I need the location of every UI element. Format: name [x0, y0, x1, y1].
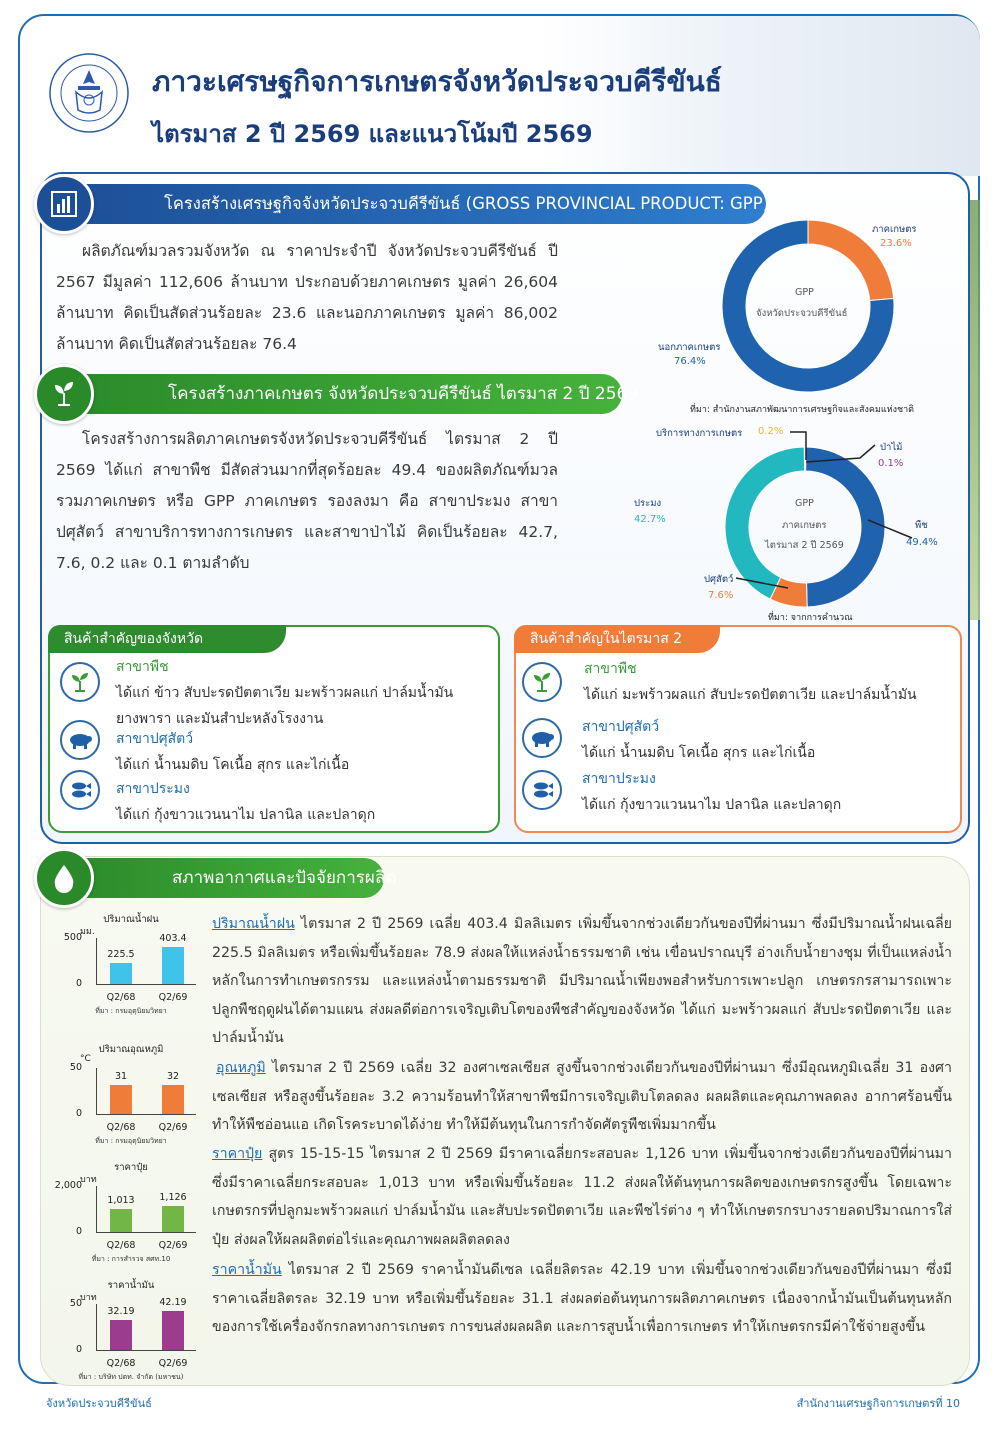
quarter-sprout-icon	[522, 662, 562, 702]
mini-chart-value-label: 42.19	[159, 1297, 187, 1309]
gpp-slice-pct-nonagri: 76.4%	[674, 356, 706, 367]
mini-chart-value-label: 225.5	[107, 949, 135, 961]
agri-section-header	[62, 374, 639, 414]
province-products-tab: สินค้าสำคัญของจังหวัด	[48, 625, 286, 653]
mini-chart-source: ที่มา : กรมอุตุนิยมวิทยา	[95, 1007, 167, 1015]
mini-chart-unit: มม.	[80, 927, 95, 937]
mini-chart-value-label: 32.19	[107, 1306, 135, 1318]
mini-chart-bar	[110, 1085, 132, 1114]
mini-chart-category: Q2/69	[158, 1122, 188, 1133]
mini-chart-y-axis	[96, 938, 97, 984]
temperature-keyword: อุณหภูมิ	[216, 1060, 266, 1076]
page-subtitle: ไตรมาส 2 ปี 2569 และแนวโน้มปี 2569	[152, 120, 593, 148]
fertilizer-paragraph: ราคาปุ๋ย สูตร 15-15-15 ไตรมาส 2 ปี 2569 มีราคาเฉลี่ยกระสอบละ 1,126 บาท เพิ่มขึ้นจากช่วงเดียวกันของปีที่ผ่านมา ซึ่งมีราคาเฉลี่ยกระสอบละ 1,013 บาท หรือเพิ่มขึ้นร้อยละ 11.2 ส่งผลให้ต้นทุนการผลิตของเกษตรกรสูงขึ้น โดยเฉพาะเกษตรกรที่ปลูกมะพร้าวผลแก่ ปาล์มน้ำมัน และสับปะรดปัตตาเวีย และพืชไร่ต่าง ๆ ทำให้เกษตรกรบางรายลดปริมาณการใส่ปุ๋ย ส่งผลให้ผลผลิตต่อไร่และคุณภาพผลผลิตลดลง	[212, 1146, 952, 1248]
mini-chart-x-axis	[96, 984, 196, 985]
gpp-section-header	[62, 184, 770, 224]
quarter-fishery-items: ได้แก่ กุ้งขาวแวนนาไม ปลานิล และปลาดุก	[582, 797, 842, 813]
mini-chart-tick-max: 500	[63, 932, 82, 943]
gpp-center-line1: GPP	[795, 287, 814, 298]
mini-chart-bar	[162, 1206, 184, 1232]
province-fishery-items: ได้แก่ กุ้งขาวแวนนาไม ปลานิล และปลาดุก	[116, 807, 376, 823]
agri-label-fishery: ประมง	[634, 498, 662, 509]
province-cat-livestock: สาขาปศุสัตว์	[116, 731, 194, 747]
rainfall-paragraph: ปริมาณน้ำฝน ไตรมาส 2 ปี 2569 เฉลี่ย 403.4 มิลลิเมตร เพิ่มขึ้นจากช่วงเดียวกันของปีที่ผ่านมา ซึ่งมีปริมาณน้ำฝนเฉลี่ย 225.5 มิลลิเมตร หรือเพิ่มขึ้นร้อยละ 78.9 ส่งผลให้แหล่งน้ำธรรมชาติ เช่น เขื่อนปราณบุรี อ่างเก็บน้ำยางชุม ที่เป็นแหล่งน้ำหลักในการทำเกษตรกรรม และแหล่งน้ำตามธรรมชาติ มีปริมาณน้ำเพียงพอสำหรับการเพาะปลูก เกษตรกรสามารถเพาะปลูกพืชฤดูฝนได้ตามแผน ส่งผลดีต่อการเจริญเติบโตของพืชสำคัญของจังหวัด ได้แก่ มะพร้าวผลแก่ สับปะรดปัตตาเวีย และปาล์มน้ำมัน	[212, 916, 952, 1047]
mini-chart-bar	[110, 1320, 132, 1350]
quarter-pig-icon	[522, 718, 562, 758]
province-cat-fishery: สาขาประมง	[116, 781, 190, 797]
agri-center-line1: GPP	[795, 498, 814, 509]
bar-chart-icon	[34, 174, 94, 234]
mini-chart-value-label: 32	[166, 1070, 180, 1082]
mini-chart-tick-min: 0	[75, 1108, 82, 1119]
gpp-paragraph: ผลิตภัณฑ์มวลรวมจังหวัด ณ ราคาประจำปี จังหวัดประจวบคีรีขันธ์ ปี 2567 มีมูลค่า 112,606 ล้านบาท ประกอบด้วยภาคเกษตร มูลค่า 26,604 ล้านบาท คิดเป็นสัดส่วนร้อยละ 23.6 และนอกภาคเกษตร มูลค่า 86,002 ล้านบาท คิดเป็นสัดส่วนร้อยละ 76.4	[56, 242, 558, 353]
mini-chart-title: ปริมาณน้ำฝน	[103, 914, 159, 925]
agri-label-plant: พืช	[915, 520, 928, 531]
agri-section-title: โครงสร้างภาคเกษตร จังหวัดประจวบคีรีขันธ์ ไตรมาส 2 ปี 2569	[168, 384, 639, 404]
agri-leader-lines	[620, 420, 920, 620]
mini-chart-source: ที่มา : บริษัท ปตท. จำกัด (มหาชน)	[78, 1373, 184, 1381]
mini-chart-x-axis	[96, 1350, 196, 1351]
sprout-icon	[34, 364, 94, 424]
quarter-plant-items: ได้แก่ มะพร้าวผลแก่ สับปะรดปัตตาเวีย และปาล์มน้ำมัน	[584, 687, 917, 703]
mini-chart-bar	[110, 963, 132, 984]
mini-chart-category: Q2/68	[106, 1358, 136, 1369]
mini-chart-1	[56, 1042, 206, 1145]
agri-label-service: บริการทางการเกษตร	[656, 428, 743, 439]
province-sprout-icon	[60, 662, 100, 702]
gpp-section-title: โครงสร้างเศรษฐกิจจังหวัดประจวบคีรีขันธ์ (GROSS PROVINCIAL PRODUCT: GPP)	[164, 194, 770, 213]
fertilizer-keyword: ราคาปุ๋ย	[212, 1146, 263, 1162]
agri-pct-fishery: 42.7%	[634, 514, 666, 525]
province-cat-plant: สาขาพืช	[116, 659, 169, 675]
agri-pct-service: 0.2%	[758, 426, 784, 437]
mini-chart-category: Q2/68	[106, 1240, 136, 1251]
rainfall-keyword: ปริมาณน้ำฝน	[212, 916, 295, 932]
mini-chart-bar	[162, 947, 184, 984]
mini-chart-unit: บาท	[80, 1175, 97, 1185]
page-title: ภาวะเศรษฐกิจการเกษตรจังหวัดประจวบคีรีขันธ์	[152, 65, 722, 98]
mini-chart-x-axis	[96, 1232, 196, 1233]
mini-chart-bar	[162, 1085, 184, 1114]
mini-chart-category: Q2/68	[106, 992, 136, 1003]
agri-pct-plant: 49.4%	[906, 537, 938, 548]
mini-chart-title: ราคาน้ำมัน	[107, 1280, 155, 1291]
province-plant-items1: ได้แก่ ข้าว สับปะรดปัตตาเวีย มะพร้าวผลแก่ ปาล์มน้ำมัน	[116, 685, 454, 701]
agri-label-forest: ป่าไม้	[880, 442, 903, 453]
mini-chart-x-axis	[96, 1114, 196, 1115]
seal-logo	[48, 52, 130, 134]
mini-chart-y-axis	[96, 1186, 97, 1232]
province-fish-icon	[60, 770, 100, 810]
mini-chart-category: Q2/68	[106, 1122, 136, 1133]
mini-chart-0	[56, 912, 206, 1015]
mini-chart-y-axis	[96, 1304, 97, 1350]
gpp-source: ที่มา: สำนักงานสภาพัฒนาการเศรษฐกิจและสังคมแห่งชาติ	[690, 405, 915, 415]
agri-label-livestock: ปศุสัตว์	[704, 574, 734, 585]
agri-pct-livestock: 7.6%	[708, 590, 734, 601]
mini-chart-2	[54, 1160, 206, 1263]
mini-chart-value-label: 403.4	[159, 932, 187, 944]
mini-chart-value-label: 1,013	[107, 1194, 135, 1206]
gpp-slice-pct-agri: 23.6%	[880, 238, 912, 249]
mini-chart-bar	[162, 1311, 184, 1350]
mini-chart-3	[56, 1278, 206, 1381]
footer-office: สำนักงานเศรษฐกิจการเกษตรที่ 10	[796, 1397, 960, 1410]
quarter-products-tab: สินค้าสำคัญในไตรมาส 2	[514, 625, 720, 653]
temperature-paragraph: อุณหภูมิ ไตรมาส 2 ปี 2569 เฉลี่ย 32 องศาเซลเซียส สูงขึ้นจากช่วงเดียวกันของปีที่ผ่านมา ซึ่งมีอุณหภูมิเฉลี่ย 31 องศาเซลเซียส หรือสูงขึ้นร้อยละ 3.2 ความร้อนทำให้สาขาพืชมีการเจริญเติบโตลดลง ผลผลิตและคุณภาพลดลง อากาศร้อนขึ้นทำให้พืชอ่อนแอ เกิดโรคระบาดได้ง่าย ทำให้มีต้นทุนในการกำจัดศัตรูพืชเพิ่มมากขึ้น	[212, 1060, 952, 1134]
gpp-slice-label-agri: ภาคเกษตร	[872, 224, 917, 235]
water-drop-icon	[34, 848, 94, 908]
agri-paragraph: โครงสร้างการผลิตภาคเกษตรจังหวัดประจวบคีรีขันธ์ ไตรมาส 2 ปี 2569 ได้แก่ สาขาพืช มีสัดส่วนมากที่สุดร้อยละ 49.4 ของผลิตภัณฑ์มวลรวมภาคเกษตร หรือ GPP ภาคเกษตร รองลงมา คือ สาขาประมง สาขาปศุสัตว์ สาขาบริการทางการเกษตร และสาขาป่าไม้ คิดเป็นร้อยละ 42.7, 7.6, 0.2 และ 0.1 ตามลำดับ	[56, 430, 558, 572]
mini-chart-category: Q2/69	[158, 1358, 188, 1369]
mini-chart-unit: °C	[80, 1054, 91, 1064]
mini-chart-category: Q2/69	[158, 992, 188, 1003]
mini-chart-value-label: 1,126	[159, 1192, 187, 1204]
mini-chart-source: ที่มา : การสำรวจ สศท.10	[91, 1255, 171, 1263]
province-livestock-items: ได้แก่ น้ำนมดิบ โคเนื้อ สุกร และไก่เนื้อ	[116, 757, 350, 773]
mini-chart-source: ที่มา : กรมอุตุนิยมวิทยา	[95, 1137, 167, 1145]
gpp-center-line2: จังหวัดประจวบคีรีขันธ์	[756, 308, 848, 319]
mini-chart-tick-min: 0	[75, 1226, 82, 1237]
weather-section-header	[62, 858, 397, 898]
mini-chart-tick-max: 50	[69, 1298, 82, 1309]
mini-chart-value-label: 31	[114, 1071, 128, 1083]
mini-chart-y-axis	[96, 1068, 97, 1114]
mini-chart-bar	[110, 1209, 132, 1232]
fuel-keyword: ราคาน้ำมัน	[212, 1262, 282, 1278]
mini-chart-tick-min: 0	[75, 1344, 82, 1355]
footer-province: จังหวัดประจวบคีรีขันธ์	[46, 1397, 152, 1410]
quarter-livestock-items: ได้แก่ น้ำนมดิบ โคเนื้อ สุกร และไก่เนื้อ	[582, 745, 816, 761]
fuel-paragraph: ราคาน้ำมัน ไตรมาส 2 ปี 2569 ราคาน้ำมันดีเซล เฉลี่ยลิตรละ 42.19 บาท เพิ่มขึ้นจากช่วงเดียวกันของปีที่ผ่านมา ซึ่งมีราคาเฉลี่ยลิตรละ 32.19 บาท หรือเพิ่มขึ้นร้อยละ 31.1 ส่งผลต่อต้นทุนการผลิตภาคเกษตร เนื่องจากน้ำมันเป็นต้นทุนหลักของการใช้เครื่องจักรกลทางการเกษตร การขนส่งผลผลิต และการสูบน้ำเพื่อการเกษตร ทำให้เกษตรกรมีค่าใช้จ่ายสูงขึ้น	[212, 1262, 952, 1336]
agri-center-line2: ภาคเกษตร	[782, 520, 827, 531]
quarter-cat-plant: สาขาพืช	[584, 661, 637, 677]
mini-chart-title: ราคาปุ๋ย	[114, 1162, 148, 1173]
province-pig-icon	[60, 720, 100, 760]
agri-source: ที่มา: จากการคำนวณ	[768, 613, 853, 623]
gpp-slice-label-nonagri: นอกภาคเกษตร	[658, 342, 721, 353]
mini-chart-tick-max: 2,000	[54, 1180, 82, 1191]
quarter-cat-livestock: สาขาปศุสัตว์	[582, 719, 660, 735]
agri-center-line3: ไตรมาส 2 ปี 2569	[765, 540, 844, 551]
province-plant-items2: ยางพารา และมันสำปะหลังโรงงาน	[116, 711, 324, 727]
mini-chart-category: Q2/69	[158, 1240, 188, 1251]
mini-chart-unit: บาท	[80, 1293, 97, 1303]
weather-section-title: สภาพอากาศและปัจจัยการผลิต	[172, 868, 397, 888]
mini-chart-title: ปริมาณอุณหภูมิ	[98, 1044, 164, 1055]
quarter-fish-icon	[522, 770, 562, 810]
mini-chart-tick-min: 0	[75, 978, 82, 989]
quarter-cat-fishery: สาขาประมง	[582, 771, 656, 787]
mini-chart-tick-max: 50	[69, 1062, 82, 1073]
agri-pct-forest: 0.1%	[878, 458, 904, 469]
